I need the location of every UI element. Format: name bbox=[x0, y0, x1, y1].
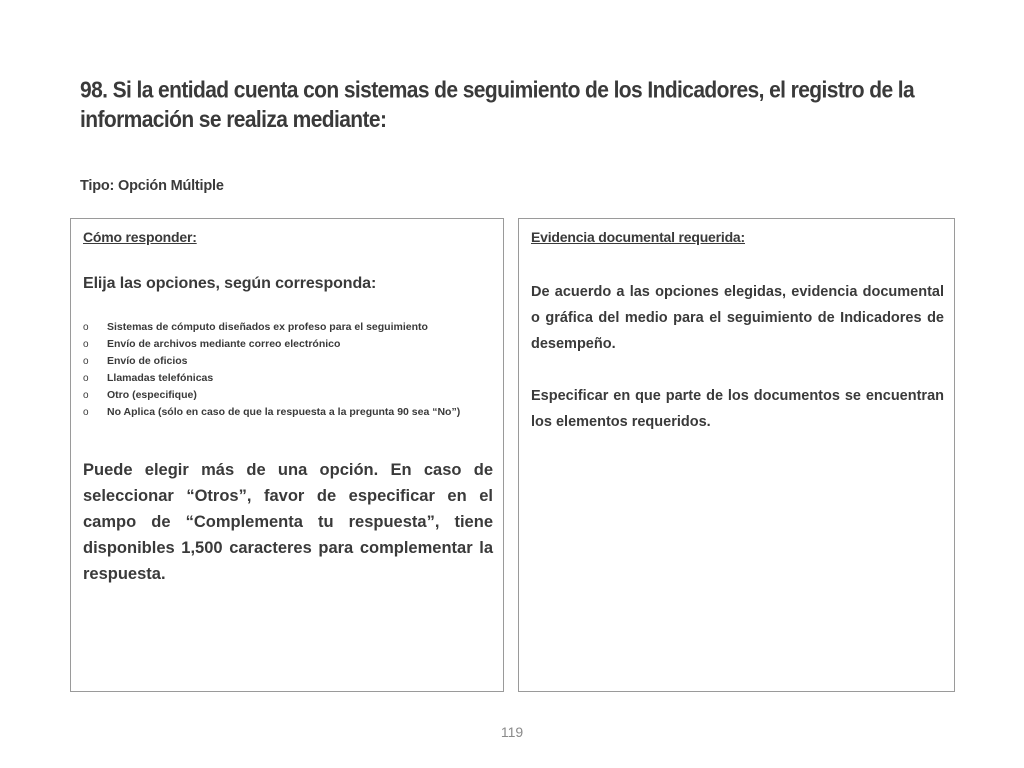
options-list bbox=[83, 319, 493, 421]
circle-bullet-icon: o bbox=[83, 373, 89, 384]
page-number: 119 bbox=[500, 724, 524, 740]
evidence-panel bbox=[518, 218, 955, 692]
circle-bullet-icon: o bbox=[83, 356, 89, 367]
evidence-paragraph: De acuerdo a las opciones elegidas, evidencia documental o gráfica del medio para el seguimiento de Indicadores de desempeño. bbox=[531, 284, 944, 352]
circle-bullet-icon: o bbox=[83, 407, 89, 418]
option-label: Sistemas de cómputo diseñados ex profeso para el seguimiento bbox=[107, 321, 428, 333]
option-label: Envío de oficios bbox=[107, 355, 188, 367]
list-item bbox=[83, 319, 493, 336]
option-label: Llamadas telefónicas bbox=[107, 372, 214, 384]
how-to-answer-panel bbox=[70, 218, 504, 692]
list-item bbox=[83, 387, 493, 404]
instruction-text: Elija las opciones, según corresponda: bbox=[83, 275, 377, 292]
circle-bullet-icon: o bbox=[83, 390, 89, 401]
evidence-location-paragraph: Especificar en que parte de los documentos se encuentran los elementos requeridos. bbox=[531, 388, 944, 430]
circle-bullet-icon: o bbox=[83, 322, 89, 333]
evidence-heading: Evidencia documental requerida: bbox=[531, 229, 745, 245]
list-item bbox=[83, 370, 493, 387]
how-to-answer-heading: Cómo responder: bbox=[83, 229, 197, 245]
page-title: 98. Si la entidad cuenta con sistemas de seguimiento de los Indicadores, el registro de la información se realiza mediante: bbox=[80, 78, 915, 133]
list-item bbox=[83, 336, 493, 353]
circle-bullet-icon: o bbox=[83, 339, 89, 350]
list-item bbox=[83, 353, 493, 370]
option-label: No Aplica (sólo en caso de que la respuesta a la pregunta 90 sea “No”) bbox=[107, 406, 461, 418]
question-type: Tipo: Opción Múltiple bbox=[80, 178, 224, 194]
option-label: Envío de archivos mediante correo electrónico bbox=[107, 338, 341, 350]
multiple-choice-note: Puede elegir más de una opción. En caso de seleccionar “Otros”, favor de especificar en el campo de “Complementa tu respuesta”, tiene disponibles 1,500 caracteres para complementar la respuesta. bbox=[83, 461, 493, 583]
list-item bbox=[83, 404, 493, 421]
option-label: Otro (especifique) bbox=[107, 389, 197, 401]
